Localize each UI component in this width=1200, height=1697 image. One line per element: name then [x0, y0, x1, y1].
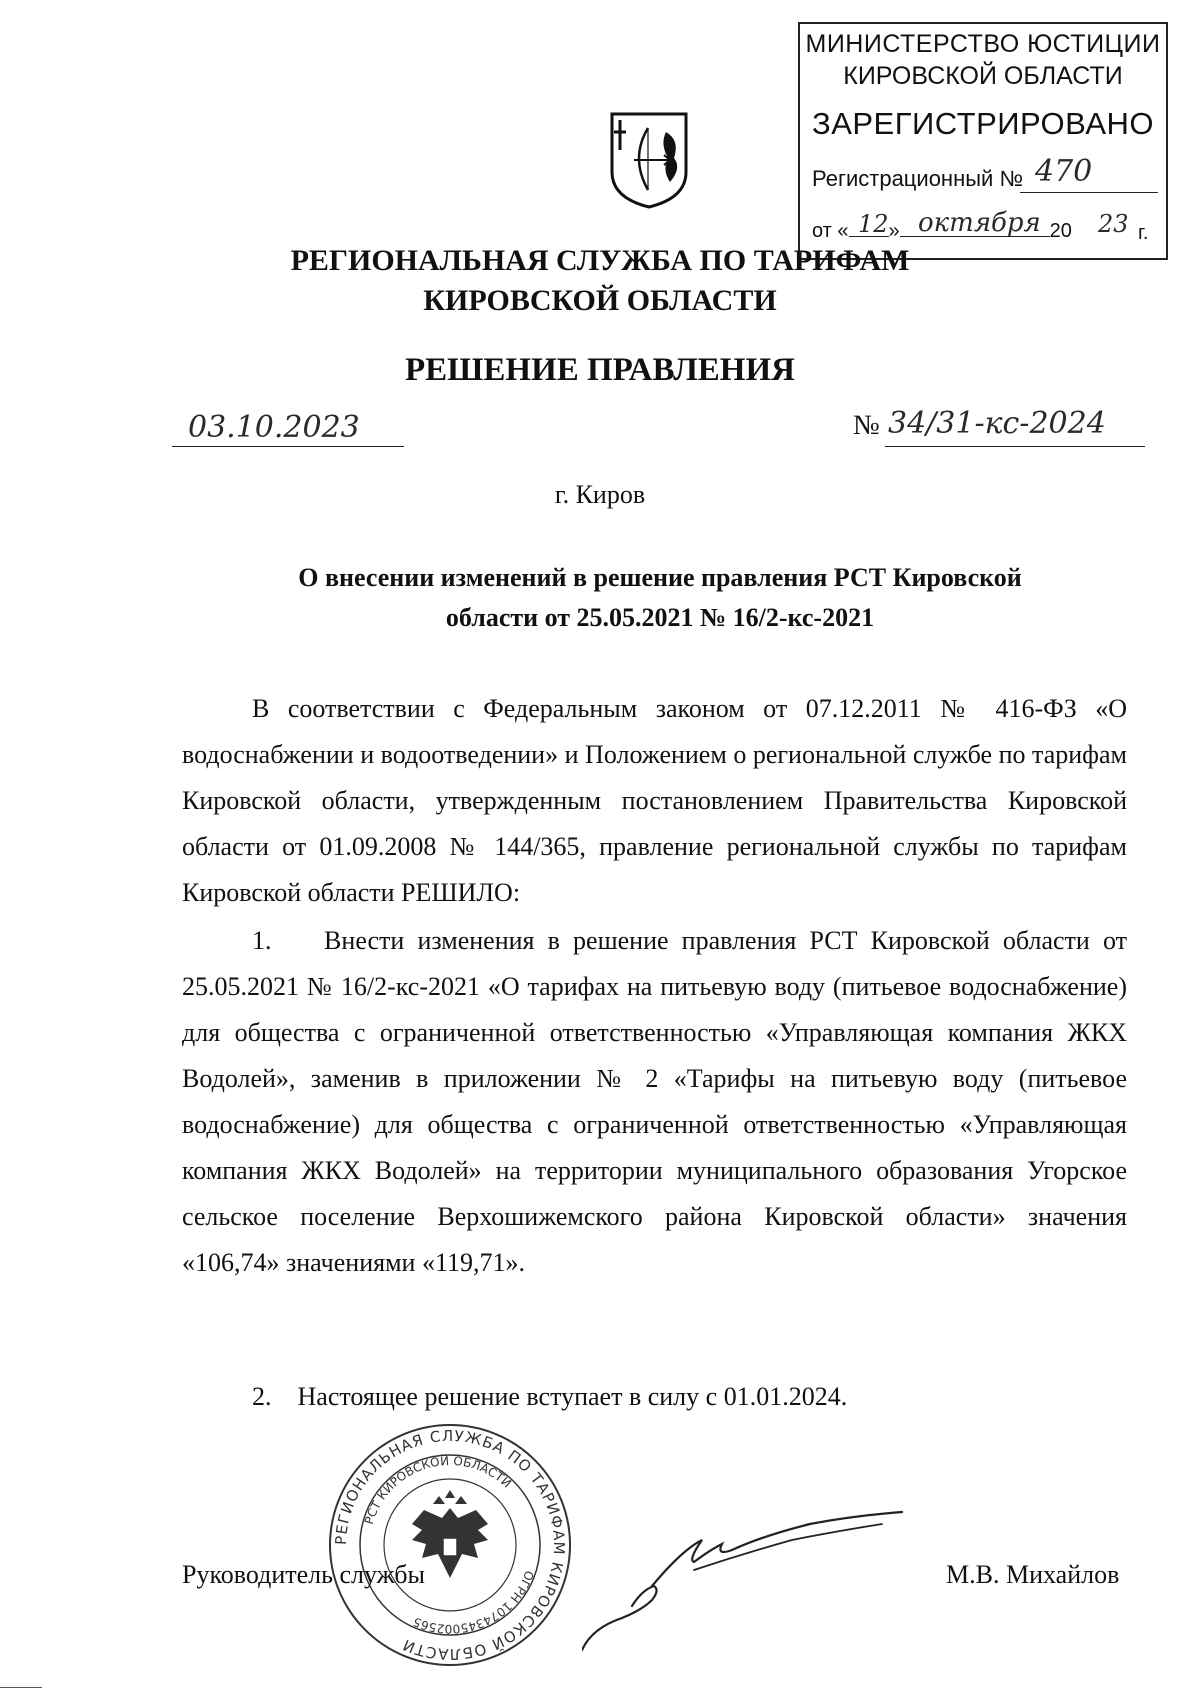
stamp-number-label: Регистрационный №: [812, 166, 1024, 191]
document-date-underline: [172, 446, 404, 447]
document-number-sign: №: [853, 410, 880, 441]
document-subject: О внесении изменений в решение правления РСТ Кировской области от 25.05.2021 № 16/2-кс-2021: [298, 563, 1022, 632]
stamp-ministry: МИНИСТЕРСТВО ЮСТИЦИИ: [805, 30, 1161, 58]
stamp-date-mid: »: [888, 220, 900, 242]
seal-ogrn: ОГРН 1074345002565: [410, 1568, 537, 1637]
organization-name-line2: КИРОВСКОЙ ОБЛАСТИ: [423, 284, 777, 317]
document-date: 03.10.2023: [188, 410, 360, 445]
document-type: РЕШЕНИЕ ПРАВЛЕНИЯ: [405, 352, 795, 388]
stamp-date-year-prefix: 20: [1049, 220, 1072, 242]
stamp-status: ЗАРЕГИСТРИРОВАНО: [811, 106, 1154, 141]
document-number: 34/31-кс-2024: [888, 406, 1106, 441]
handwritten-signature: [582, 1510, 922, 1660]
stamp-region: КИРОВСКОЙ ОБЛАСТИ: [843, 62, 1123, 90]
preamble-paragraph: В соответствии с Федеральным законом от 07.12.2011 № 416-ФЗ «О водоснабжении и водоотведении» и Положением о региональной службе по тарифам Кировской области, утвержденным постановлением Правительства Кировской области от 01.09.2008 № 144/365, правление региональной службы по тарифам Кировской области РЕШИЛО:: [182, 694, 1127, 907]
stamp-date-suffix: г.: [1138, 222, 1149, 244]
registration-stamp: [798, 22, 1168, 260]
coat-of-arms-icon: [608, 110, 690, 210]
signer-name: М.В. Михайлов: [946, 1560, 1120, 1589]
official-seal: [325, 1420, 575, 1670]
stamp-date-month: октября: [918, 208, 1041, 238]
organization-name-line1: РЕГИОНАЛЬНАЯ СЛУЖБА ПО ТАРИФАМ: [290, 244, 910, 277]
stamp-date-year: 23: [1098, 210, 1129, 238]
seal-inner-text: РСТ КИРОВСКОЙ ОБЛАСТИ: [361, 1453, 514, 1527]
signer-position: Руководитель службы: [182, 1560, 425, 1589]
city: г. Киров: [554, 480, 646, 509]
decision-item-1: 1. Внести изменения в решение правления РСТ Кировской области от 25.05.2021 № 16/2-кс-2021 «О тарифах на питьевую воду (питьевое водоснабжение) для общества с ограниченной ответственностью «Управляющая компания ЖКХ Водолей», заменив в приложении № 2 «Тарифы на питьевую воду (питьевое водоснабжение) для общества с ограниченной ответственностью «Управляющая компания ЖКХ Водолей» на территории муниципального образования Угорское сельское поселение Верхошижемского района Кировской области» значения «106,74» значениями «119,71».: [182, 926, 1127, 1277]
document-number-underline: [885, 446, 1145, 447]
stamp-date-prefix: от «: [812, 220, 849, 242]
page-edge-mark: [0, 1687, 42, 1688]
stamp-number-underline: [1020, 192, 1158, 193]
decision-item-2: 2. Настоящее решение вступает в силу с 01.01.2024.: [252, 1382, 848, 1411]
stamp-number-value: 470: [1035, 154, 1093, 189]
seal-outer-text: РЕГИОНАЛЬНАЯ СЛУЖБА ПО ТАРИФАМ КИРОВСКОЙ ОБЛАСТИ: [331, 1426, 569, 1664]
stamp-date-day: 12: [858, 210, 889, 238]
